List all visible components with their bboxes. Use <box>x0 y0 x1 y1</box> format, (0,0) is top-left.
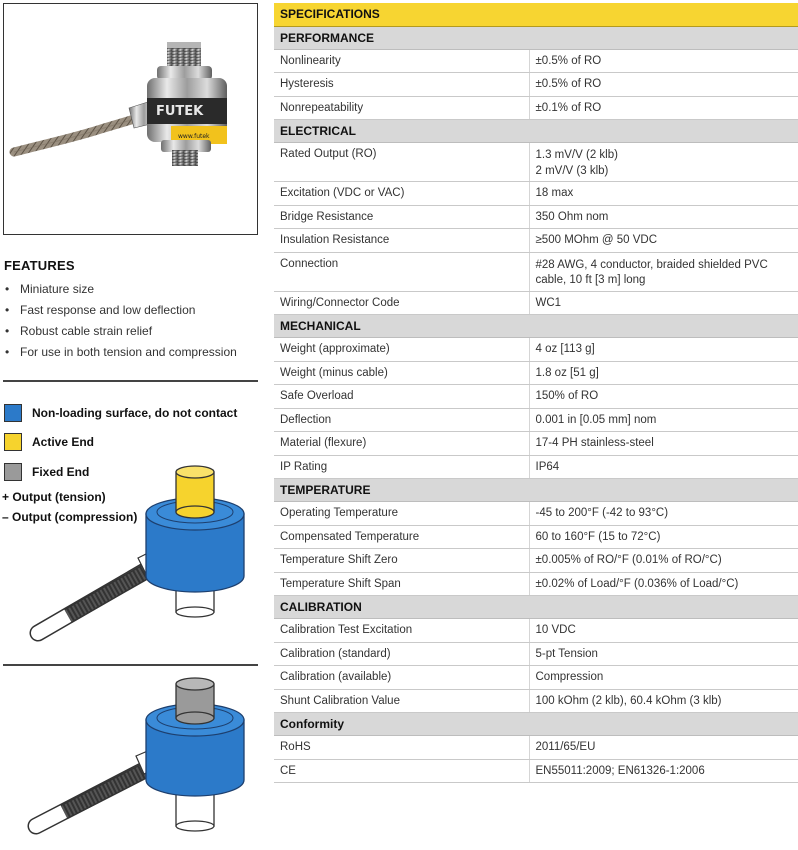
spec-value <box>529 252 798 291</box>
spec-value: 0.001 in [0.05 mm] nom <box>529 408 798 432</box>
spec-value: 18 max <box>529 182 798 206</box>
spec-title: SPECIFICATIONS <box>274 3 798 26</box>
spec-value: 5-pt Tension <box>529 642 798 666</box>
section-title: Conformity <box>274 713 798 736</box>
table-row <box>274 549 798 573</box>
brand-text: FUTEK <box>156 104 204 119</box>
spec-value: 1.8 oz [51 g] <box>529 361 798 385</box>
table-row <box>274 619 798 643</box>
table-row <box>274 455 798 479</box>
table-row <box>274 502 798 526</box>
divider <box>3 380 258 382</box>
label-text: www.futek <box>178 133 210 140</box>
table-row <box>274 252 798 291</box>
spec-value: 2011/65/EU <box>529 736 798 760</box>
table-row <box>274 689 798 713</box>
load-cell-photo <box>4 4 257 234</box>
table-row <box>274 385 798 409</box>
spec-name: Deflection <box>274 408 529 432</box>
spec-name: Calibration (available) <box>274 666 529 690</box>
table-row <box>274 49 798 73</box>
features-section <box>4 258 264 363</box>
table-row <box>274 205 798 229</box>
spec-name: Shunt Calibration Value <box>274 689 529 713</box>
spec-value: 350 Ohm nom <box>529 205 798 229</box>
table-row <box>274 143 798 182</box>
table-row <box>274 759 798 783</box>
table-row <box>274 291 798 315</box>
tension-diagram <box>20 458 260 648</box>
spec-value: ±0.005% of RO/°F (0.01% of RO/°C) <box>529 549 798 573</box>
spec-value <box>529 143 798 182</box>
spec-name: IP Rating <box>274 455 529 479</box>
feature-item: • For use in both tension and compression <box>4 342 264 363</box>
spec-name: Insulation Resistance <box>274 229 529 253</box>
section-title: TEMPERATURE <box>274 479 798 502</box>
spec-name: Nonrepeatability <box>274 96 529 120</box>
spec-value: EN55011:2009; EN61326-1:2006 <box>529 759 798 783</box>
divider <box>3 664 258 666</box>
table-row <box>274 572 798 596</box>
spec-value: ±0.5% of RO <box>529 49 798 73</box>
product-photo <box>3 3 258 235</box>
spec-value: WC1 <box>529 291 798 315</box>
spec-name: Operating Temperature <box>274 502 529 526</box>
table-row <box>274 666 798 690</box>
spec-value: ±0.1% of RO <box>529 96 798 120</box>
table-row <box>274 432 798 456</box>
spec-value-line: #28 AWG, 4 conductor, braided shielded PVC <box>535 258 768 271</box>
table-row <box>274 338 798 362</box>
spec-value: 60 to 160°F (15 to 72°C) <box>529 525 798 549</box>
table-row <box>274 361 798 385</box>
spec-name: RoHS <box>274 736 529 760</box>
table-row <box>274 182 798 206</box>
section-title: PERFORMANCE <box>274 26 798 49</box>
spec-name: Calibration Test Excitation <box>274 619 529 643</box>
spec-value: 10 VDC <box>529 619 798 643</box>
output-tension-label: + Output (tension) <box>2 490 106 504</box>
spec-name: Compensated Temperature <box>274 525 529 549</box>
section-header-conformity <box>274 713 798 736</box>
spec-value: Compression <box>529 666 798 690</box>
spec-value: 4 oz [113 g] <box>529 338 798 362</box>
legend-label: Fixed End <box>32 464 90 479</box>
table-row <box>274 408 798 432</box>
table-row <box>274 73 798 97</box>
spec-name: Bridge Resistance <box>274 205 529 229</box>
spec-name: Safe Overload <box>274 385 529 409</box>
spec-value: -45 to 200°F (-42 to 93°C) <box>529 502 798 526</box>
spec-value-line: 2 mV/V (3 klb) <box>535 164 609 177</box>
features-list <box>4 279 264 363</box>
spec-name: Weight (minus cable) <box>274 361 529 385</box>
spec-value: 17-4 PH stainless-steel <box>529 432 798 456</box>
table-row <box>274 525 798 549</box>
feature-item: • Fast response and low deflection <box>4 300 264 321</box>
spec-value: ±0.02% of Load/°F (0.036% of Load/°C) <box>529 572 798 596</box>
spec-name: Temperature Shift Zero <box>274 549 529 573</box>
section-title: MECHANICAL <box>274 315 798 338</box>
spec-name: Calibration (standard) <box>274 642 529 666</box>
table-row <box>274 96 798 120</box>
spec-name: Excitation (VDC or VAC) <box>274 182 529 206</box>
swatch-yellow <box>4 433 22 451</box>
legend-item-non-loading <box>4 398 264 428</box>
legend-label: Non-loading surface, do not contact <box>32 405 238 420</box>
table-row <box>274 736 798 760</box>
compression-diagram <box>20 676 260 846</box>
spec-value-line: cable, 10 ft [3 m] long <box>535 274 646 286</box>
spec-value: ±0.5% of RO <box>529 73 798 97</box>
spec-name: Material (flexure) <box>274 432 529 456</box>
section-header-electrical <box>274 120 798 143</box>
spec-name: Wiring/Connector Code <box>274 291 529 315</box>
spec-name: Temperature Shift Span <box>274 572 529 596</box>
spec-name: Rated Output (RO) <box>274 143 529 182</box>
spec-name: Connection <box>274 252 529 291</box>
swatch-blue <box>4 404 22 422</box>
spec-title-row <box>274 3 798 26</box>
spec-name: Hysteresis <box>274 73 529 97</box>
specifications-table <box>274 3 798 783</box>
legend-label: Active End <box>32 435 95 450</box>
table-row <box>274 642 798 666</box>
feature-item: • Miniature size <box>4 279 264 300</box>
spec-value: 100 kOhm (2 klb), 60.4 kOhm (3 klb) <box>529 689 798 713</box>
feature-item: • Robust cable strain relief <box>4 321 264 342</box>
table-row <box>274 229 798 253</box>
spec-value: ≥500 MOhm @ 50 VDC <box>529 229 798 253</box>
output-compression-label: – Output (compression) <box>2 509 138 524</box>
legend-item-active-end <box>4 428 264 458</box>
section-header-mechanical <box>274 315 798 338</box>
spec-value: IP64 <box>529 455 798 479</box>
spec-name: Nonlinearity <box>274 49 529 73</box>
section-header-performance <box>274 26 798 49</box>
spec-value-line: 1.3 mV/V (2 klb) <box>535 149 618 161</box>
spec-value: 150% of RO <box>529 385 798 409</box>
spec-name: CE <box>274 759 529 783</box>
spec-name: Weight (approximate) <box>274 338 529 362</box>
section-header-calibration <box>274 596 798 619</box>
section-header-temperature <box>274 479 798 502</box>
section-title: CALIBRATION <box>274 596 798 619</box>
features-title: FEATURES <box>4 258 75 273</box>
section-title: ELECTRICAL <box>274 120 798 143</box>
